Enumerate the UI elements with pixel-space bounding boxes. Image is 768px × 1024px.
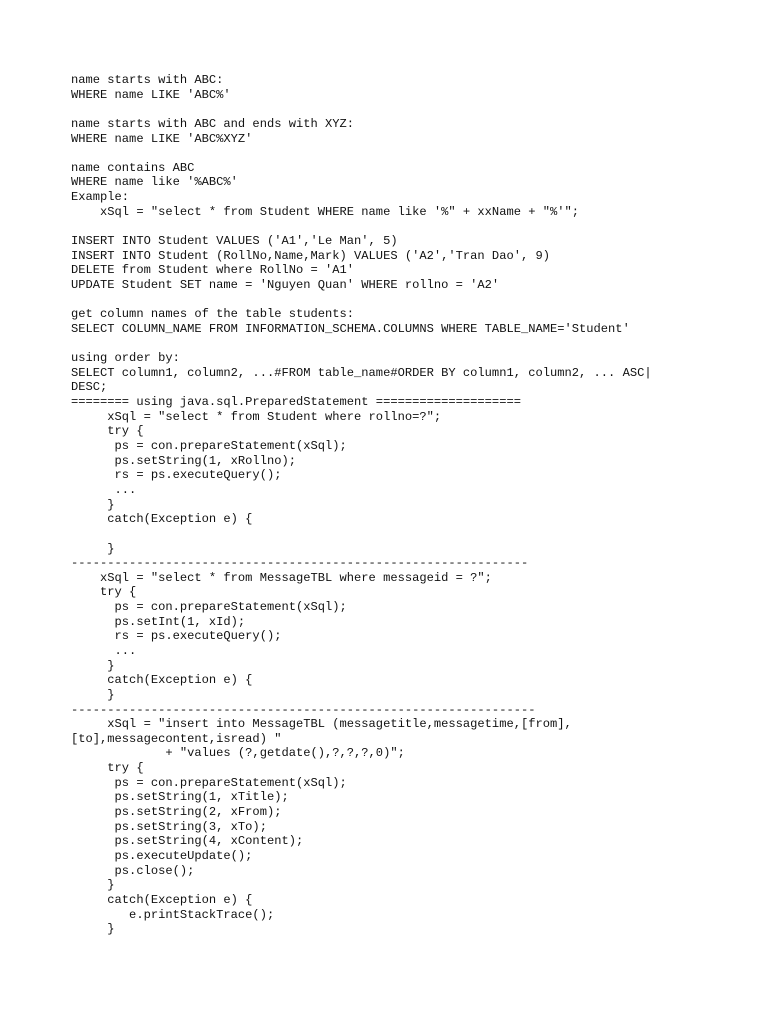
text-line: ps.executeUpdate(); bbox=[71, 848, 253, 863]
text-line: xSql = "select * from MessageTBL where messageid = ?"; bbox=[71, 570, 492, 585]
text-line: ps.setString(3, xTo); bbox=[71, 819, 267, 834]
text-line: INSERT INTO Student (RollNo,Name,Mark) VALUES ('A2','Tran Dao', 9) bbox=[71, 248, 550, 263]
text-line: SELECT column1, column2, ...#FROM table_name#ORDER BY column1, column2, ... ASC| bbox=[71, 365, 652, 380]
text-line: DELETE from Student where RollNo = 'A1' bbox=[71, 263, 355, 278]
blank-line bbox=[71, 146, 711, 161]
text-line: } bbox=[71, 541, 115, 556]
text-line: ... bbox=[71, 482, 137, 497]
text-line: + "values (?,getdate(),?,?,?,0)"; bbox=[71, 746, 405, 761]
text-line: ps.setString(1, xRollno); bbox=[71, 453, 296, 468]
text-line: ps.setInt(1, xId); bbox=[71, 614, 246, 629]
text-line: ... bbox=[71, 643, 137, 658]
text-line: Example: bbox=[71, 190, 130, 205]
text-line: get column names of the table students: bbox=[71, 307, 355, 322]
text-line: WHERE name like '%ABC%' bbox=[71, 175, 238, 190]
text-line: } bbox=[71, 922, 115, 937]
text-line: ps.setString(4, xContent); bbox=[71, 834, 304, 849]
text-line: name starts with ABC and ends with XYZ: bbox=[71, 116, 355, 131]
text-line: catch(Exception e) { bbox=[71, 673, 253, 688]
code-notes-text bbox=[71, 73, 711, 937]
text-line: xSql = "insert into MessageTBL (messagetitle,messagetime,[from], bbox=[71, 717, 572, 732]
text-line: [to],messagecontent,isread) " bbox=[71, 731, 282, 746]
text-line: name starts with ABC: bbox=[71, 73, 224, 87]
text-line: ps = con.prepareStatement(xSql); bbox=[71, 439, 347, 454]
text-line: } bbox=[71, 878, 115, 893]
blank-line bbox=[71, 293, 711, 308]
text-line: WHERE name LIKE 'ABC%' bbox=[71, 87, 231, 102]
text-line: catch(Exception e) { bbox=[71, 512, 253, 527]
text-line: } bbox=[71, 687, 115, 702]
text-line: } bbox=[71, 658, 115, 673]
text-line: try { bbox=[71, 585, 137, 600]
text-line: e.printStackTrace(); bbox=[71, 907, 275, 922]
text-line: ======== using java.sql.PreparedStatement ==================== bbox=[71, 395, 521, 410]
text-line: INSERT INTO Student VALUES ('A1','Le Man', 5) bbox=[71, 234, 398, 249]
text-line: try { bbox=[71, 761, 144, 776]
text-line: --------------------------------------------------------------- bbox=[71, 556, 529, 571]
text-line: ps.close(); bbox=[71, 863, 195, 878]
text-line: ps.setString(1, xTitle); bbox=[71, 790, 289, 805]
text-line: rs = ps.executeQuery(); bbox=[71, 629, 282, 644]
text-line: ps = con.prepareStatement(xSql); bbox=[71, 600, 347, 615]
text-line: catch(Exception e) { bbox=[71, 892, 253, 907]
text-line: SELECT COLUMN_NAME FROM INFORMATION_SCHEMA.COLUMNS WHERE TABLE_NAME='Student' bbox=[71, 321, 630, 336]
text-line: name contains ABC bbox=[71, 160, 195, 175]
text-line: } bbox=[71, 497, 115, 512]
blank-line bbox=[71, 337, 711, 352]
text-line: ps.setString(2, xFrom); bbox=[71, 805, 282, 820]
blank-line bbox=[71, 219, 711, 234]
text-line: xSql = "select * from Student where rollno=?"; bbox=[71, 409, 442, 424]
text-line: ps = con.prepareStatement(xSql); bbox=[71, 775, 347, 790]
text-line: try { bbox=[71, 424, 144, 439]
text-line: UPDATE Student SET name = 'Nguyen Quan' WHERE rollno = 'A2' bbox=[71, 277, 500, 292]
text-line: using order by: bbox=[71, 351, 180, 366]
text-line: ---------------------------------------------------------------- bbox=[71, 702, 536, 717]
text-line: rs = ps.executeQuery(); bbox=[71, 468, 282, 483]
text-line: WHERE name LIKE 'ABC%XYZ' bbox=[71, 131, 253, 146]
blank-line bbox=[71, 527, 711, 542]
text-line: DESC; bbox=[71, 380, 108, 395]
blank-line bbox=[71, 102, 711, 117]
text-line: xSql = "select * from Student WHERE name like '%" + xxName + "%'"; bbox=[71, 204, 580, 219]
